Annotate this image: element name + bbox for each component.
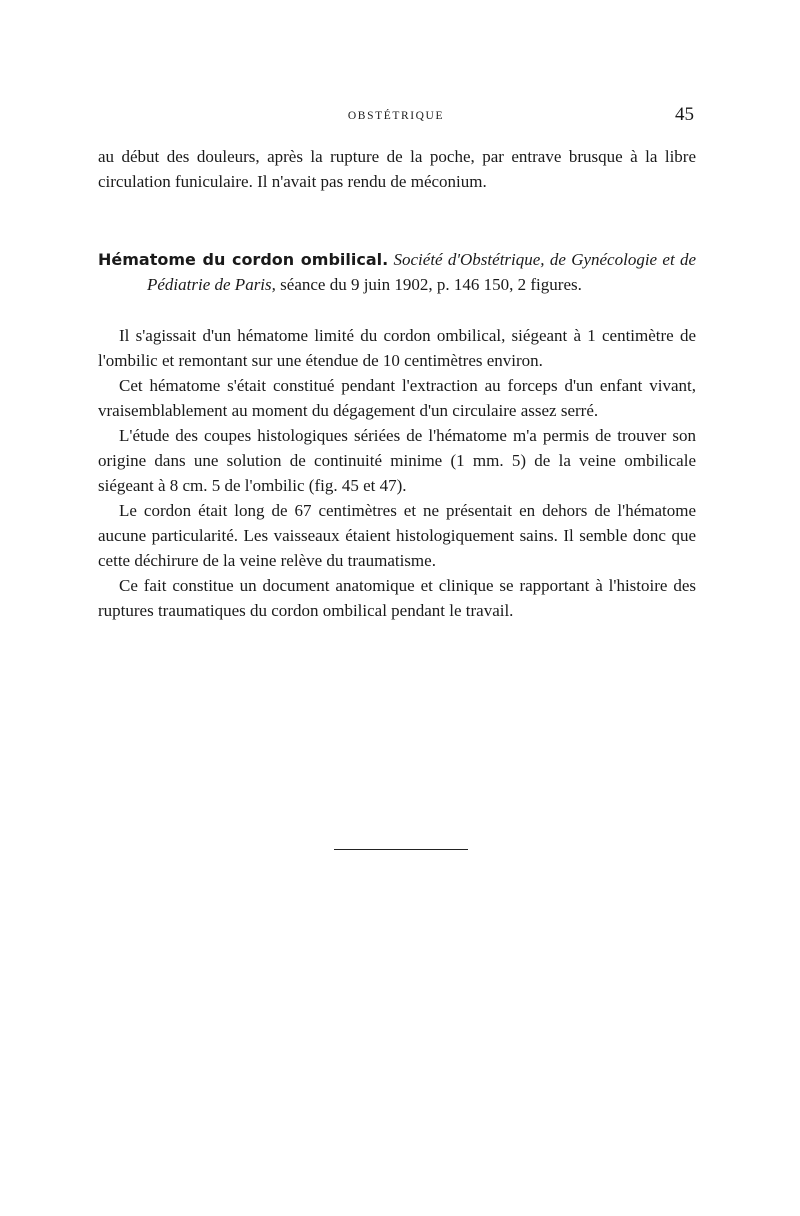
body-paragraph: Ce fait constitue un document anatomique et clinique se rapportant à l'histoire des ruptures traumatiques du cordon ombilical pendant le travail. bbox=[98, 576, 696, 620]
bibliography-entry bbox=[98, 247, 696, 297]
body-paragraph: L'étude des coupes histologiques sériées de l'hématome m'a permis de trouver son origine dans une solution de continuité minime (1 mm. 5) de la veine ombilicale siégeant à 8 cm. 5 de l'ombilic (fig. 45 et 47). bbox=[98, 426, 696, 495]
running-title: OBSTÉTRIQUE bbox=[347, 110, 445, 122]
body-paragraph: Le cordon était long de 67 centimètres et ne présentait en dehors de l'hématome aucune particularité. Les vaisseaux étaient histologiquement sains. Il semble donc que cette déchirure de la veine relève du traumatisme. bbox=[98, 501, 696, 570]
continuation-paragraph: au début des douleurs, après la rupture de la poche, par entrave brusque à la libre circulation funiculaire. Il n'avait pas rendu de méconium. bbox=[98, 147, 696, 191]
running-head bbox=[96, 104, 696, 134]
page-content bbox=[98, 144, 696, 623]
entry-body bbox=[98, 323, 696, 623]
body-paragraph: Il s'agissait d'un hématome limité du cordon ombilical, siégeant à 1 centimètre de l'ombilic et remontant sur une étendue de 10 centimètres environ. bbox=[98, 326, 696, 370]
entry-source: Société d'Obstétrique, de Gynécologie et de Pédiatrie de Paris, bbox=[147, 250, 697, 294]
page-number: 45 bbox=[675, 104, 694, 125]
entry-details: séance du 9 juin 1902, p. 146 150, 2 figures. bbox=[280, 275, 582, 294]
body-paragraph: Cet hématome s'était constitué pendant l'extraction au forceps d'un enfant vivant, vraisemblablement au moment du dégagement d'un circulaire assez serré. bbox=[98, 376, 696, 420]
entry-title: Hématome du cordon ombilical. bbox=[98, 250, 389, 269]
section-end-rule bbox=[334, 849, 468, 850]
